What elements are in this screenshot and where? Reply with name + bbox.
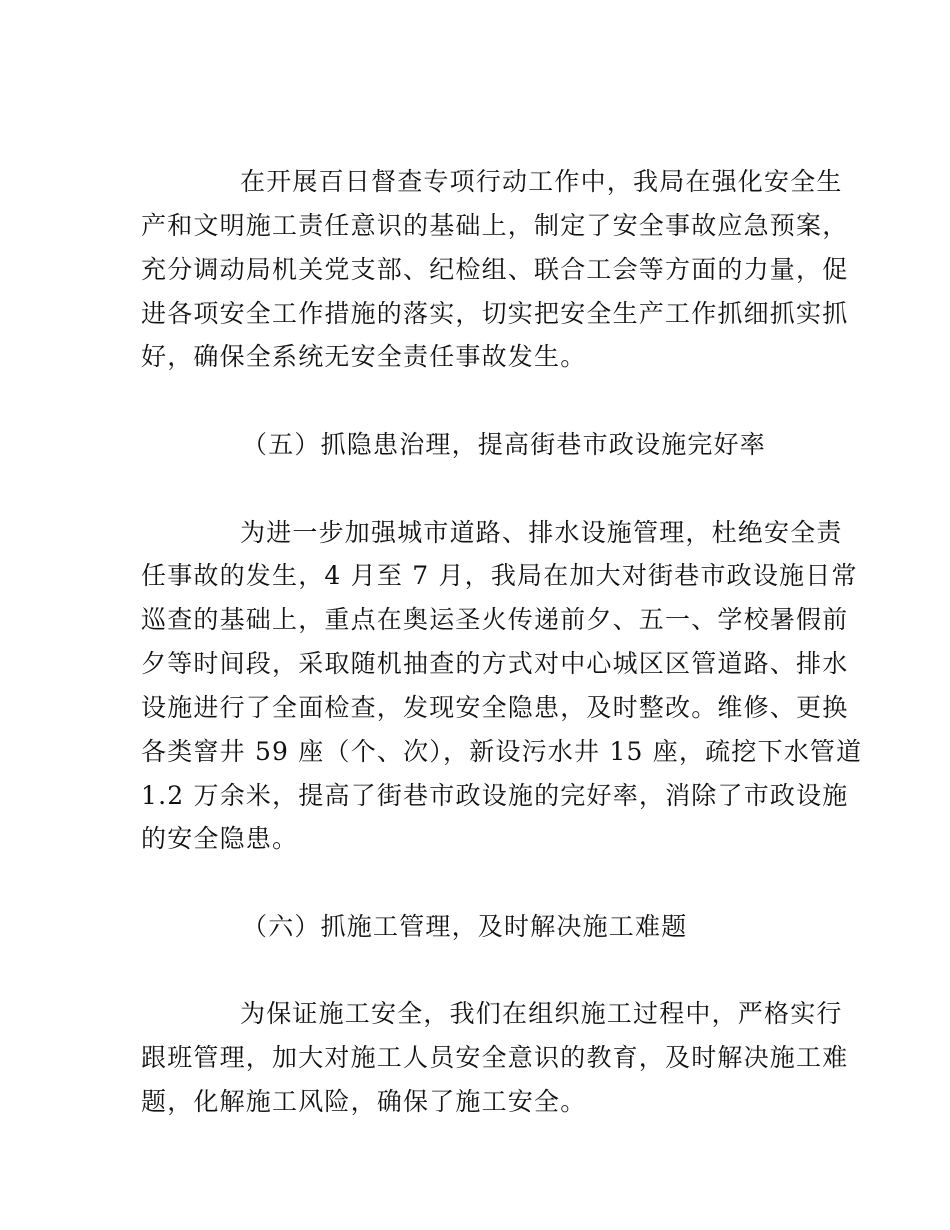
section-heading-six: （六）抓施工管理，及时解决施工难题 (242, 912, 688, 941)
paragraph-line: 各类窨井 59 座（个、次），新设污水井 15 座，疏挖下水管道 (141, 737, 863, 766)
paragraph-line: 题，化解施工风险，确保了施工安全。 (141, 1087, 587, 1116)
paragraph-line: 巡查的基础上，重点在奥运圣火传递前夕、五一、学校暑假前 (141, 605, 849, 634)
paragraph-line: 进各项安全工作措施的落实，切实把安全生产工作抓细抓实抓 (141, 299, 849, 328)
paragraph-line: 的安全隐患。 (141, 824, 299, 853)
paragraph-line: 跟班管理，加大对施工人员安全意识的教育，及时解决施工难 (141, 1043, 849, 1072)
section-heading-five: （五）抓隐患治理，提高街巷市政设施完好率 (242, 430, 767, 459)
paragraph-line: 在开展百日督查专项行动工作中，我局在强化安全生 (240, 167, 843, 196)
paragraph-line: 1.2 万余米，提高了街巷市政设施的完好率，消除了市政设施 (141, 781, 849, 810)
paragraph-line: 为保证施工安全，我们在组织施工过程中，严格实行 (240, 999, 843, 1028)
paragraph-line: 为进一步加强城市道路、排水设施管理，杜绝安全责 (240, 518, 843, 547)
paragraph-line: 好，确保全系统无安全责任事故发生。 (141, 342, 587, 371)
paragraph-line: 产和文明施工责任意识的基础上，制定了安全事故应急预案， (141, 211, 849, 240)
paragraph-line: 充分调动局机关党支部、纪检组、联合工会等方面的力量，促 (141, 255, 849, 284)
paragraph-line: 设施进行了全面检查，发现安全隐患，及时整改。维修、更换 (141, 693, 849, 722)
paragraph-line: 任事故的发生，4 月至 7 月，我局在加大对街巷市政设施日常 (141, 561, 858, 590)
paragraph-line: 夕等时间段，采取随机抽查的方式对中心城区区管道路、排水 (141, 649, 849, 678)
